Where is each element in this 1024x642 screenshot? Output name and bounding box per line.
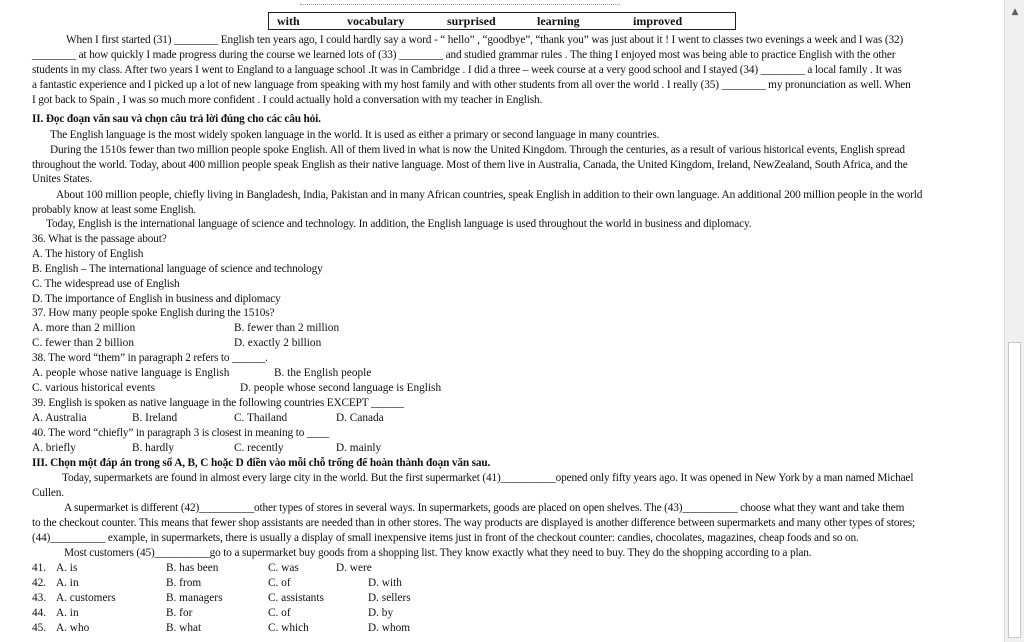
q37-option: C. fewer than 2 billion (32, 337, 134, 349)
section-3-heading: III. Chọn một đáp án trong số A, B, C hoặc D điền vào mỗi chỗ trống để hoàn thành đoạn văn sau. (32, 457, 491, 469)
answer-option: A. in (56, 577, 79, 589)
answer-option: C. of (268, 607, 291, 619)
q38-option: B. the English people (274, 367, 372, 379)
p1-line: I got back to Spain , I was so much more confident . I could actually hold a conversation with my teacher in English. (32, 94, 543, 106)
q39-option: B. Ireland (132, 412, 178, 424)
answer-number: 42. (32, 577, 47, 589)
passage3-line: (44)__________ example, in supermarkets, there is usually a display of small inexpensive items just in front of the checkout counter: candies, chocolates, magazines, cheap foods and so on. (32, 532, 859, 544)
q40-option: D. mainly (336, 442, 382, 454)
question-37: 37. How many people spoke English during the 1510s? (32, 307, 275, 319)
p1-line: a fantastic experience and I picked up a lot of new language from speaking with my host family and with other students from all over the world . I really (35) ________ my pronunciation as well. When (32, 79, 911, 91)
word-box-item: vocabulary (347, 14, 405, 28)
word-box-item: learning (537, 14, 580, 28)
answer-option: D. whom (368, 622, 411, 634)
passage2-line: throughout the world. Today, about 400 million people speak English as their native language. Most of them live in Australia, Canada, the United Kingdom, Ireland, NewZealand, South Africa, and the (32, 159, 908, 171)
q40-option: A. briefly (32, 442, 76, 454)
answer-option: B. has been (166, 562, 219, 574)
q39-option: A. Australia (32, 412, 87, 424)
vertical-scrollbar[interactable] (1004, 0, 1024, 642)
answer-option: A. customers (56, 592, 116, 604)
q40-option: B. hardly (132, 442, 175, 454)
answer-option: D. by (368, 607, 394, 619)
passage3-line: Cullen. (32, 487, 64, 499)
answer-option: C. was (268, 562, 299, 574)
answer-option: A. is (56, 562, 78, 574)
question-36: 36. What is the passage about? (32, 233, 167, 245)
q38-option: D. people whose second language is English (240, 382, 442, 394)
answer-number: 43. (32, 592, 47, 604)
word-box-item: with (277, 14, 300, 28)
header-dotted-line (300, 0, 620, 5)
answer-option: D. were (336, 562, 372, 574)
answer-option: A. in (56, 607, 79, 619)
word-box-item: improved (633, 14, 683, 28)
word-box (268, 12, 736, 30)
q36-option: A. The history of English (32, 248, 144, 260)
passage3-line: Today, supermarkets are found in almost every large city in the world. But the first supermarket (41)__________opened only fifty years ago. It was opened in New York by a man named Michael (62, 472, 914, 484)
passage3-line: Most customers (45)__________go to a supermarket buy goods from a shopping list. They know exactly what they need to buy. They do the shopping according to a plan. (64, 547, 812, 559)
answer-number: 45. (32, 622, 47, 634)
q39-option: D. Canada (336, 412, 384, 424)
q40-option: C. recently (234, 442, 284, 454)
q37-option: A. more than 2 million (32, 322, 136, 334)
question-40: 40. The word “chiefly” in paragraph 3 is closest in meaning to ____ (32, 427, 329, 439)
answer-option: D. with (368, 577, 402, 589)
q36-option: C. The widespread use of English (32, 278, 180, 290)
word-box-item: surprised (447, 14, 496, 28)
q38-option: C. various historical events (32, 382, 155, 394)
passage2-line: Today, English is the international language of science and technology. In addition, the English language is used throughout the world in business and diplomacy. (46, 218, 752, 230)
passage2-line: About 100 million people, chiefly living in Bangladesh, India, Pakistan and in many African countries, speak English in addition to their own language. An additional 200 million people in the world (56, 189, 923, 201)
question-39: 39. English is spoken as native language in the following countries EXCEPT ______ (32, 397, 404, 409)
answer-option: B. what (166, 622, 202, 634)
q36-option: D. The importance of English in business and diplomacy (32, 293, 281, 305)
answer-number: 44. (32, 607, 47, 619)
answer-option: B. for (166, 607, 193, 619)
q36-option: B. English – The international language of science and technology (32, 263, 323, 275)
answer-option: B. from (166, 577, 202, 589)
p1-line: When I first started (31) ________ English ten years ago, I could hardly say a word - “ hello” , “goodbye”, “thank you” was just about it ! I went to classes two evenings a week and I was (32) (66, 34, 904, 46)
passage3-line: A supermarket is different (42)__________other types of stores in several ways. In supermarkets, goods are placed on open shelves. The (43)__________ choose what they want and take them (64, 502, 905, 514)
q37-option: B. fewer than 2 million (234, 322, 340, 334)
passage3-line: to the checkout counter. This means that fewer shop assistants are needed than in other stores. The way products are displayed is another difference between supermarkets and many other types of stores; (32, 517, 916, 529)
passage2-line: The English language is the most widely spoken language in the world. It is used as either a primary or second language in many countries. (50, 129, 660, 141)
q39-option: C. Thailand (234, 412, 288, 424)
section-2-heading: II. Đọc đoạn văn sau và chọn câu trả lời đúng cho các câu hỏi. (32, 113, 321, 125)
answer-option: C. which (268, 622, 309, 634)
passage2-line: Unites States. (32, 173, 93, 185)
passage2-line: probably know at least some English. (32, 204, 197, 216)
scroll-thumb[interactable] (1008, 342, 1021, 638)
answer-option: C. assistants (268, 592, 324, 604)
answer-option: C. of (268, 577, 291, 589)
p1-line: ________ at how quickly I made progress during the course we learned lots of (33) ________ and studied grammar rules . The thing I enjoyed most was being able to practice English with the other (32, 49, 896, 61)
q37-option: D. exactly 2 billion (234, 337, 322, 349)
answer-option: A. who (56, 622, 90, 634)
answer-option: D. sellers (368, 592, 411, 604)
q38-option: A. people whose native language is English (32, 367, 230, 379)
question-38: 38. The word “them” in paragraph 2 refers to ______. (32, 352, 268, 364)
p1-line: students in my class. After two years I went to England to a language school .It was in Cambridge . I did a three – week course at a very good school and I stayed (34) ________ a local family . It was (32, 64, 902, 76)
answer-option: B. managers (166, 592, 223, 604)
answer-number: 41. (32, 562, 47, 574)
triangle-up-icon[interactable]: ▲ (1011, 7, 1019, 17)
passage2-line: During the 1510s fewer than two million people spoke English. All of them lived in what is now the United Kingdom. Through the centuries, as a result of various historical events, English spread (50, 144, 905, 156)
